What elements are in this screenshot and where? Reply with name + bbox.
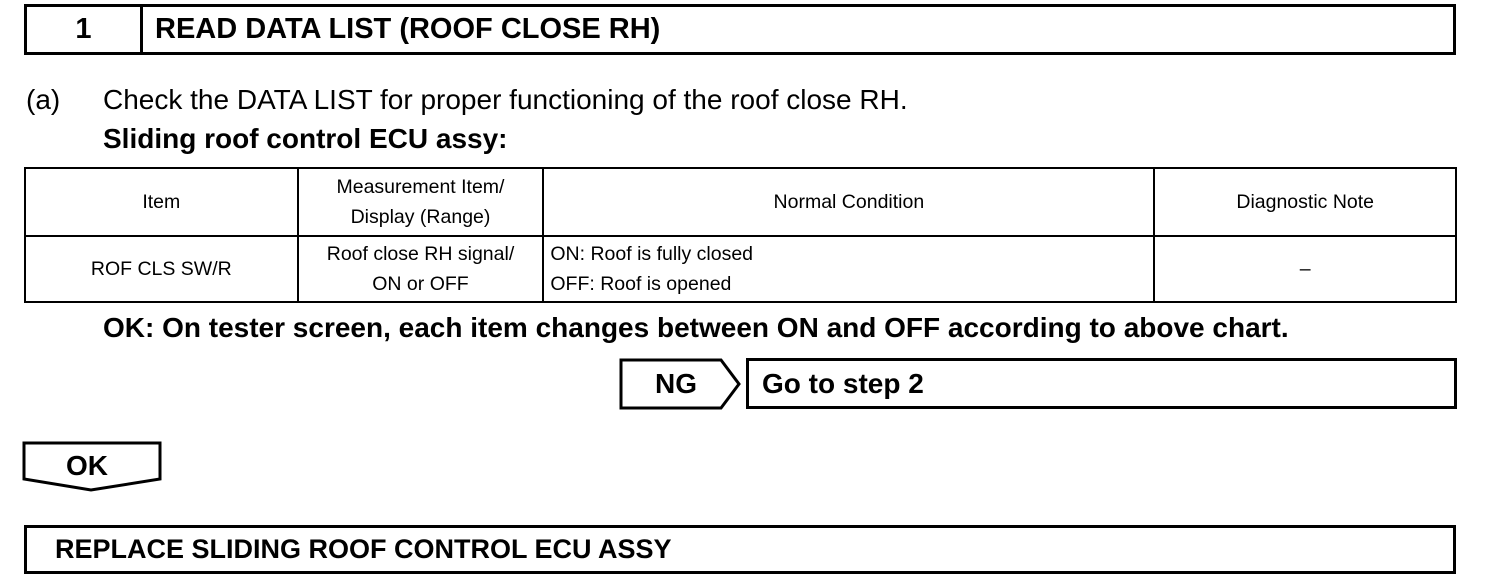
cell-measurement-line2: ON or OFF: [372, 273, 469, 295]
header-diagnostic-note: Diagnostic Note: [1154, 168, 1456, 236]
ok-label: OK: [66, 450, 108, 481]
step-title: READ DATA LIST (ROOF CLOSE RH): [155, 13, 661, 45]
data-list-table: [24, 167, 1457, 303]
ng-target-box: [746, 358, 1457, 409]
cell-normal-condition: [543, 236, 1154, 302]
table-row: [25, 236, 1456, 302]
cell-measurement: [298, 236, 544, 302]
step-header: [24, 4, 1456, 55]
final-action-box: [24, 525, 1456, 574]
header-measurement-line2: Display (Range): [350, 206, 491, 228]
table-header-row: [25, 168, 1456, 236]
header-item: Item: [25, 168, 298, 236]
header-measurement: [298, 168, 544, 236]
cell-diagnostic-note: –: [1154, 236, 1456, 302]
header-measurement-line1: Measurement Item/: [336, 176, 505, 198]
header-normal-condition: Normal Condition: [543, 168, 1154, 236]
cell-measurement-line1: Roof close RH signal/: [326, 243, 515, 265]
final-action-text: REPLACE SLIDING ROOF CONTROL ECU ASSY: [55, 534, 672, 564]
ng-target-text: Go to step 2: [762, 367, 924, 399]
cell-item: ROF CLS SW/R: [25, 236, 298, 302]
cell-normal-line1: ON: Roof is fully closed: [550, 243, 754, 265]
instruction-subheading: Sliding roof control ECU assy:: [103, 123, 508, 154]
instruction-text: Check the DATA LIST for proper functioning of the roof close RH.: [103, 84, 908, 115]
instruction-marker: (a): [26, 84, 61, 115]
step-number: 1: [27, 7, 143, 52]
cell-normal-line2: OFF: Roof is opened: [550, 273, 732, 295]
ok-criteria: OK: On tester screen, each item changes between ON and OFF according to above chart.: [103, 312, 1289, 343]
ng-label: NG: [655, 368, 697, 399]
